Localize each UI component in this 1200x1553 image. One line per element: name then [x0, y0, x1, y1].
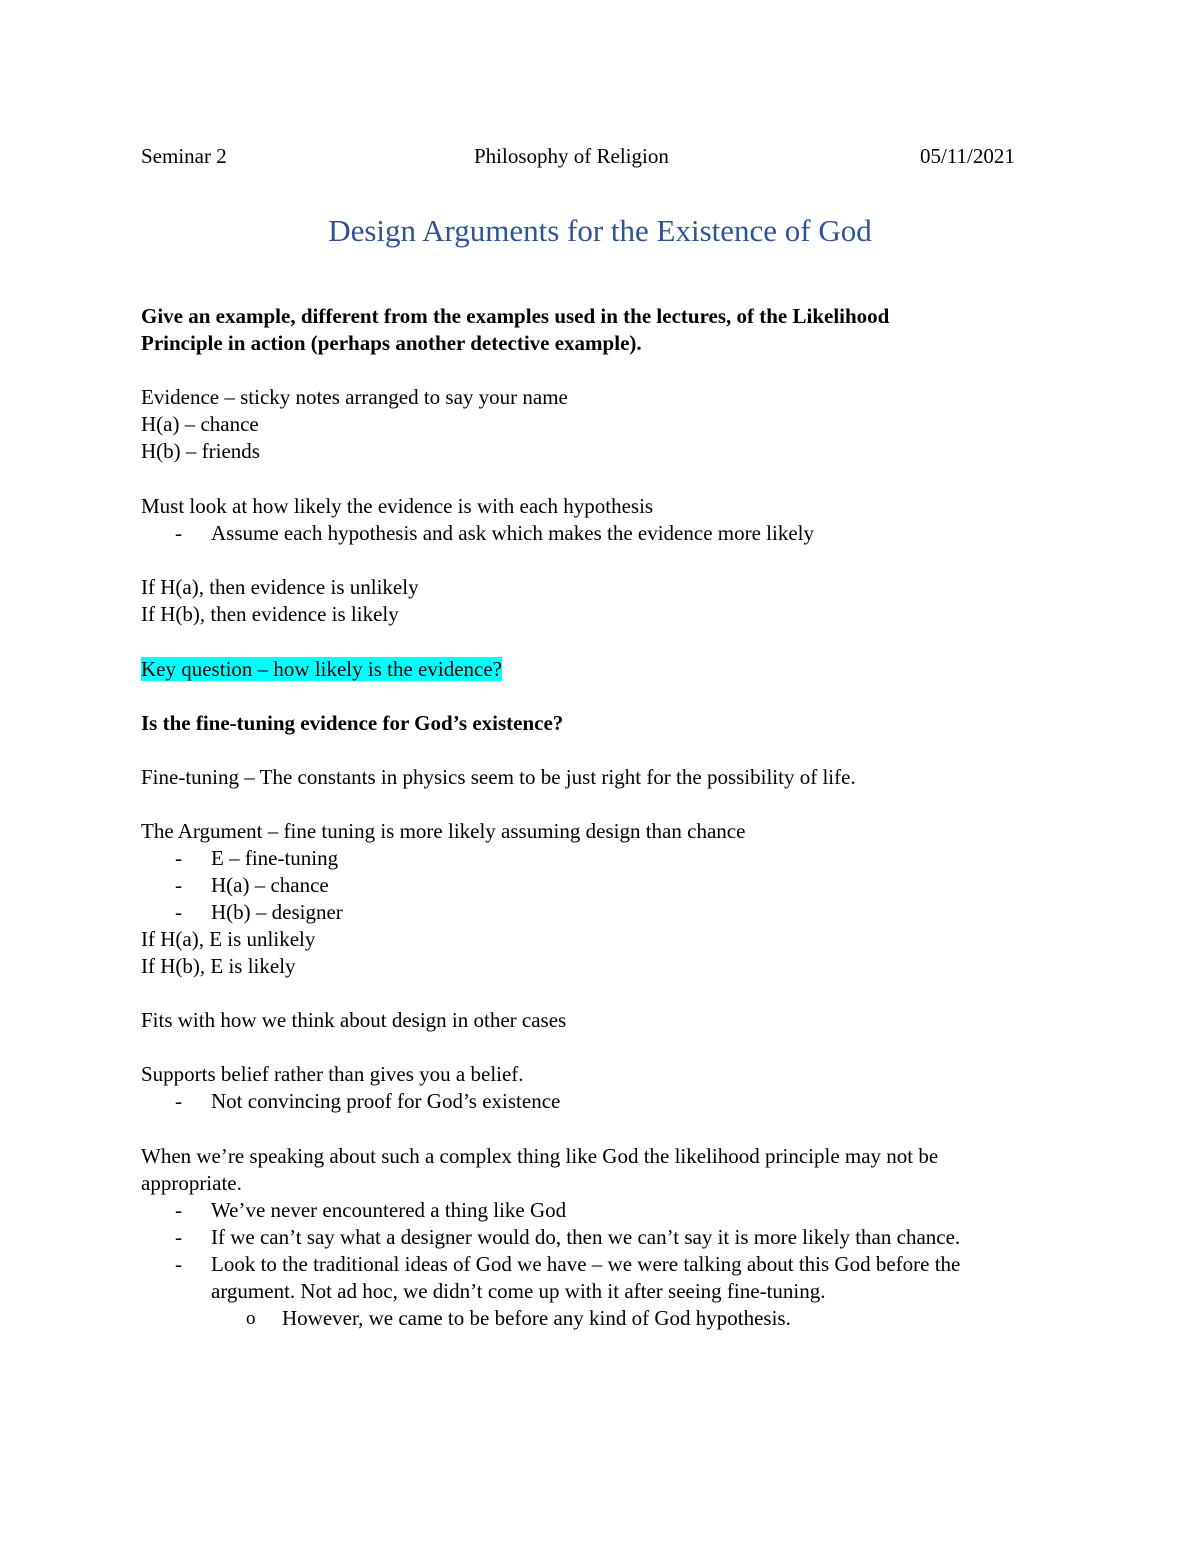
hypothesis-a-line: H(a) – chance — [141, 412, 259, 436]
list-bullet: - — [175, 1225, 182, 1249]
assume-item: Assume each hypothesis and ask which makes the evidence more likely — [211, 521, 814, 545]
argument-item-ha: H(a) – chance — [211, 873, 329, 897]
supports-line: Supports belief rather than gives you a belief. — [141, 1062, 524, 1086]
look-item-line-2: argument. Not ad hoc, we didn’t come up with it after seeing fine-tuning. — [211, 1279, 826, 1303]
look-item-line-1: Look to the traditional ideas of God we have – we were talking about this God before the — [211, 1252, 961, 1276]
must-look-line: Must look at how likely the evidence is with each hypothesis — [141, 494, 654, 518]
list-bullet: - — [175, 1252, 182, 1276]
argument-item-hb: H(b) – designer — [211, 900, 343, 924]
hypothesis-b-line: H(b) – friends — [141, 439, 260, 463]
question-1-line-2: Principle in action (perhaps another detective example). — [141, 331, 642, 355]
if-hb-line: If H(b), then evidence is likely — [141, 602, 399, 626]
fits-line: Fits with how we think about design in other cases — [141, 1008, 567, 1032]
header-seminar: Seminar 2 — [141, 144, 227, 168]
when-line-1: When we’re speaking about such a complex thing like God the likelihood principle may not be — [141, 1144, 939, 1168]
however-item: However, we came to be before any kind of God hypothesis. — [282, 1306, 791, 1330]
if-hb-e-line: If H(b), E is likely — [141, 954, 296, 978]
question-2: Is the fine-tuning evidence for God’s existence? — [141, 711, 564, 735]
when-line-2: appropriate. — [141, 1171, 242, 1195]
argument-line: The Argument – fine tuning is more likely assuming design than chance — [141, 819, 746, 843]
never-item: We’ve never encountered a thing like God — [211, 1198, 567, 1222]
if-ha-line: If H(a), then evidence is unlikely — [141, 575, 419, 599]
list-bullet: - — [175, 1198, 182, 1222]
argument-item-e: E – fine-tuning — [211, 846, 339, 870]
if-ha-e-line: If H(a), E is unlikely — [141, 927, 316, 951]
list-bullet: - — [175, 873, 182, 897]
list-bullet: - — [175, 900, 182, 924]
list-bullet: - — [175, 521, 182, 545]
list-bullet: - — [175, 846, 182, 870]
not-convincing-item: Not convincing proof for God’s existence — [211, 1089, 561, 1113]
fine-tuning-definition: Fine-tuning – The constants in physics seem to be just right for the possibility of life. — [141, 765, 856, 789]
document-title: Design Arguments for the Existence of God — [328, 213, 872, 248]
highlighted-text: Key question – how likely is the evidence? — [141, 657, 502, 681]
header-course: Philosophy of Religion — [474, 144, 669, 168]
key-question — [141, 656, 502, 683]
header-date: 05/11/2021 — [920, 144, 1015, 168]
list-bullet: - — [175, 1089, 182, 1113]
question-1-line-1: Give an example, different from the examples used in the lectures, of the Likelihood — [141, 304, 890, 328]
evidence-line: Evidence – sticky notes arranged to say your name — [141, 385, 568, 409]
sub-list-bullet: o — [246, 1308, 256, 1329]
cant-say-item: If we can’t say what a designer would do, then we can’t say it is more likely than chance. — [211, 1225, 961, 1249]
